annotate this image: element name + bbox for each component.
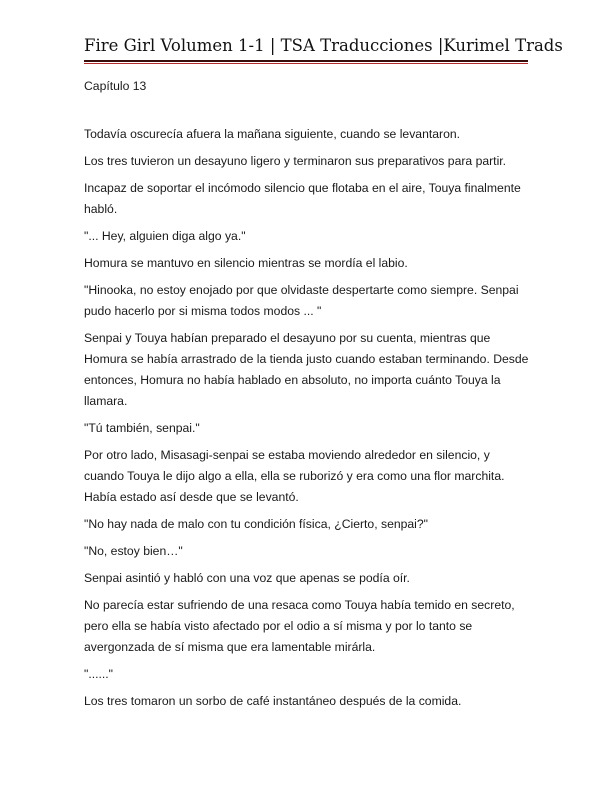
page-header-title: Fire Girl Volumen 1-1 | TSA Traducciones |Kurimel Trads: [84, 36, 563, 55]
chapter-heading: Capítulo 13: [84, 79, 147, 93]
paragraph-4: "... Hey, alguien diga algo ya.": [84, 229, 246, 243]
paragraph-7: Senpai y Touya habían preparado el desayuno por su cuenta, mientras que Homura se había arrastrado de la tienda justo cuando estaban terminando. Desde entonces, Homura no había hablado en absoluto, no importa cuánto Touya la llamara.: [84, 331, 529, 408]
paragraph-10: "No hay nada de malo con tu condición física, ¿Cierto, senpai?": [84, 517, 428, 531]
header-rule-dark: [84, 60, 528, 62]
paragraph-15: Los tres tomaron un sorbo de café instantáneo después de la comida.: [84, 694, 462, 708]
paragraph-8: "Tú también, senpai.": [84, 421, 200, 435]
paragraph-5: Homura se mantuvo en silencio mientras se mordía el labio.: [84, 256, 408, 270]
paragraph-11: "No, estoy bien…": [84, 544, 183, 558]
paragraph-1: Todavía oscurecía afuera la mañana siguiente, cuando se levantaron.: [84, 127, 461, 141]
paragraph-3: Incapaz de soportar el incómodo silencio que flotaba en el aire, Touya finalmente habló.: [84, 181, 521, 216]
paragraph-9: Por otro lado, Misasagi-senpai se estaba moviendo alrededor en silencio, y cuando Touya le dijo algo a ella, ella se ruborizó y era como una flor marchita. Había estado así desde que se levantó.: [84, 448, 505, 504]
paragraph-12: Senpai asintió y habló con una voz que apenas se podía oír.: [84, 571, 410, 585]
paragraph-2: Los tres tuvieron un desayuno ligero y terminaron sus preparativos para partir.: [84, 154, 507, 168]
header-rule-red: [84, 63, 528, 64]
paragraph-6: "Hinooka, no estoy enojado por que olvidaste despertarte como siempre. Senpai pudo hacerlo por si misma todos modos ... ": [84, 283, 519, 318]
document-body: [84, 76, 530, 718]
paragraph-14: "......": [84, 667, 113, 681]
paragraph-13: No parecía estar sufriendo de una resaca como Touya había temido en secreto, pero ella se había visto afectado por el odio a sí misma y por lo tanto se avergonzada de sí misma que era lamentable mirárla.: [84, 598, 515, 654]
